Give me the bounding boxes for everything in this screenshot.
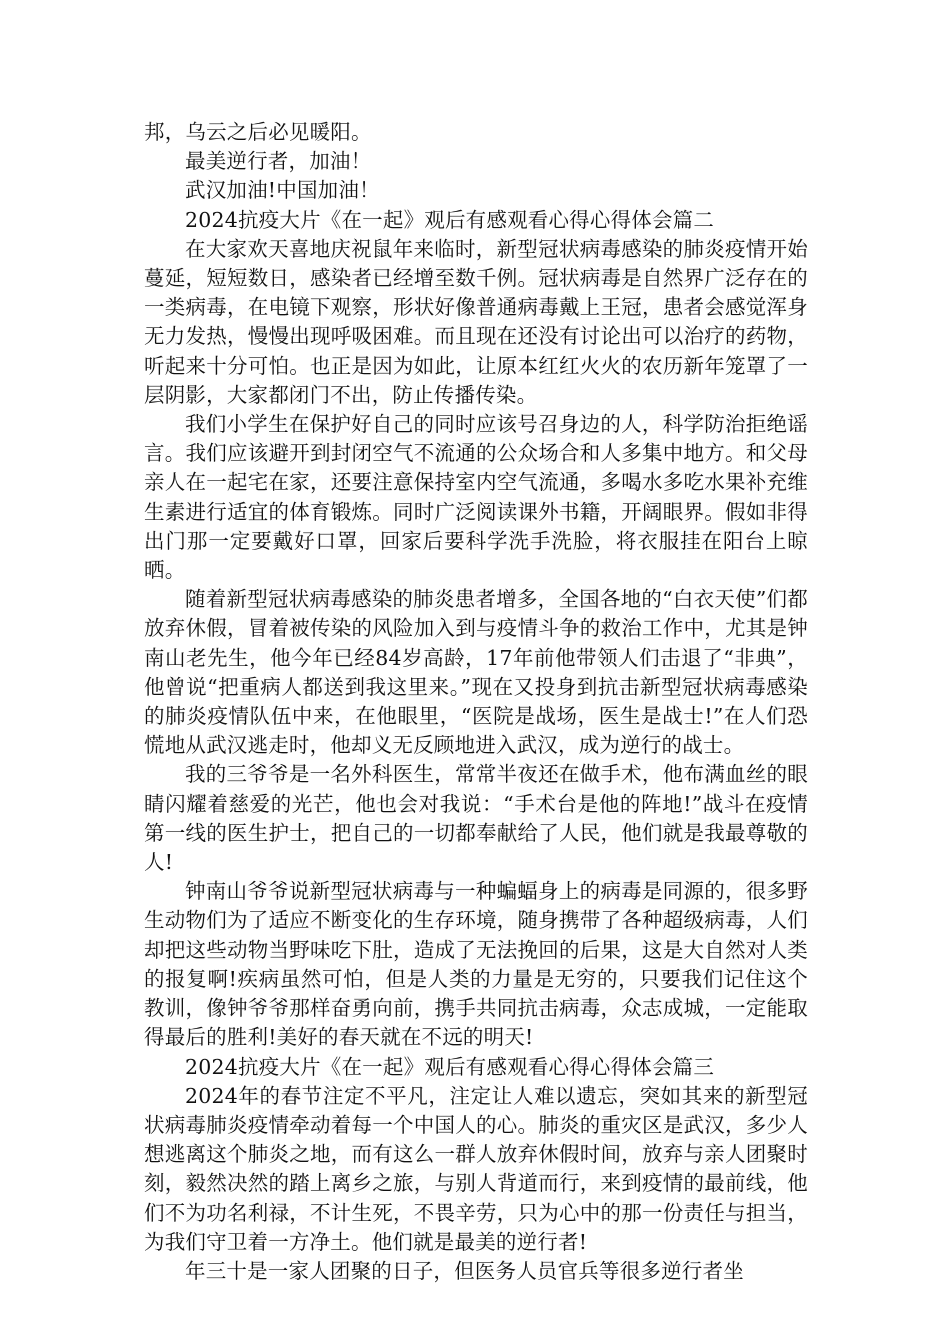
paragraph-continuation: 邦，乌云之后必见暖阳。 bbox=[144, 120, 372, 144]
paragraph: 我的三爷爷是一名外科医生，常常半夜还在做手术，他布满血丝的眼睛闪耀着慈爱的光芒，他也会对我说：“手术台是他的阵地!”战斗在疫情第一线的医生护士，把自己的一切都奉献给了人民，他们就是我最尊敬的人! bbox=[144, 762, 808, 875]
paragraph: 年三十是一家人团聚的日子，但医务人员官兵等很多逆行者坐 bbox=[185, 1258, 744, 1283]
paragraph-cheer-2: 武汉加油!中国加油！ bbox=[185, 178, 380, 203]
paragraph: 2024年的春节注定不平凡，注定让人难以遗忘，突如其来的新型冠状病毒肺炎疫情牵动着每一个中国人的心。肺炎的重灾区是武汉，多少人想逃离这个肺炎之地，而有这么一群人放弃休假时间，放弃与亲人团聚时刻，毅然决然的踏上离乡之旅，与别人背道而行，来到疫情的最前线，他们不为功名利禄，不计生死，不畏辛劳，只为心中的那一份责任与担当，为我们守卫着一方净土。他们就是最美的逆行者! bbox=[144, 1083, 808, 1254]
section-heading-2: 2024抗疫大片《在一起》观后有感观看心得心得体会篇二 bbox=[185, 207, 715, 232]
paragraph: 钟南山爷爷说新型冠状病毒与一种蝙蝠身上的病毒是同源的，很多野生动物们为了适应不断变化的生存环境，随身携带了各种超级病毒，人们却把这些动物当野味吃下肚，造成了无法挽回的后果，这是大自然对人类的报复啊!疾病虽然可怕，但是人类的力量是无穷的，只要我们记住这个教训，像钟爷爷那样奋勇向前，携手共同抗击病毒，众志成城，一定能取得最后的胜利!美好的春天就在不远的明天! bbox=[144, 879, 808, 1050]
paragraph: 我们小学生在保护好自己的同时应该号召身边的人，科学防治拒绝谣言。我们应该避开到封闭空气不流通的公众场合和人多集中地方。和父母亲人在一起宅在家，还要注意保持室内空气流通，多喝水多吃水果补充维生素进行适宜的体育锻炼。同时广泛阅读课外书籍，开阔眼界。假如非得出门那一定要戴好口罩，回家后要科学洗手洗脸，将衣服挂在阳台上晾晒。 bbox=[144, 412, 808, 583]
paragraph-cheer-1: 最美逆行者，加油！ bbox=[185, 149, 372, 174]
paragraph: 随着新型冠状病毒感染的肺炎患者增多，全国各地的“白衣天使”们都放弃休假，冒着被传染的风险加入到与疫情斗争的救治工作中，尤其是钟南山老先生，他今年已经84岁高龄，17年前他带领人们击退了“非典”，他曾说“把重病人都送到我这里来。”现在又投身到抗击新型冠状病毒感染的肺炎疫情队伍中来，在他眼里，“医院是战场，医生是战士!”在人们恐慌地从武汉逃走时，他却义无反顾地进入武汉，成为逆行的战士。 bbox=[144, 587, 808, 758]
section-heading-3: 2024抗疫大片《在一起》观后有感观看心得心得体会篇三 bbox=[185, 1054, 715, 1079]
document-body bbox=[144, 118, 808, 1286]
paragraph: 在大家欢天喜地庆祝鼠年来临时，新型冠状病毒感染的肺炎疫情开始蔓延，短短数日，感染者已经增至数千例。冠状病毒是自然界广泛存在的一类病毒，在电镜下观察，形状好像普通病毒戴上王冠，患者会感觉浑身无力发热，慢慢出现呼吸困难。而且现在还没有讨论出可以治疗的药物，听起来十分可怕。也正是因为如此，让原本红红火火的农历新年笼罩了一层阴影，大家都闭门不出，防止传播传染。 bbox=[144, 236, 808, 407]
